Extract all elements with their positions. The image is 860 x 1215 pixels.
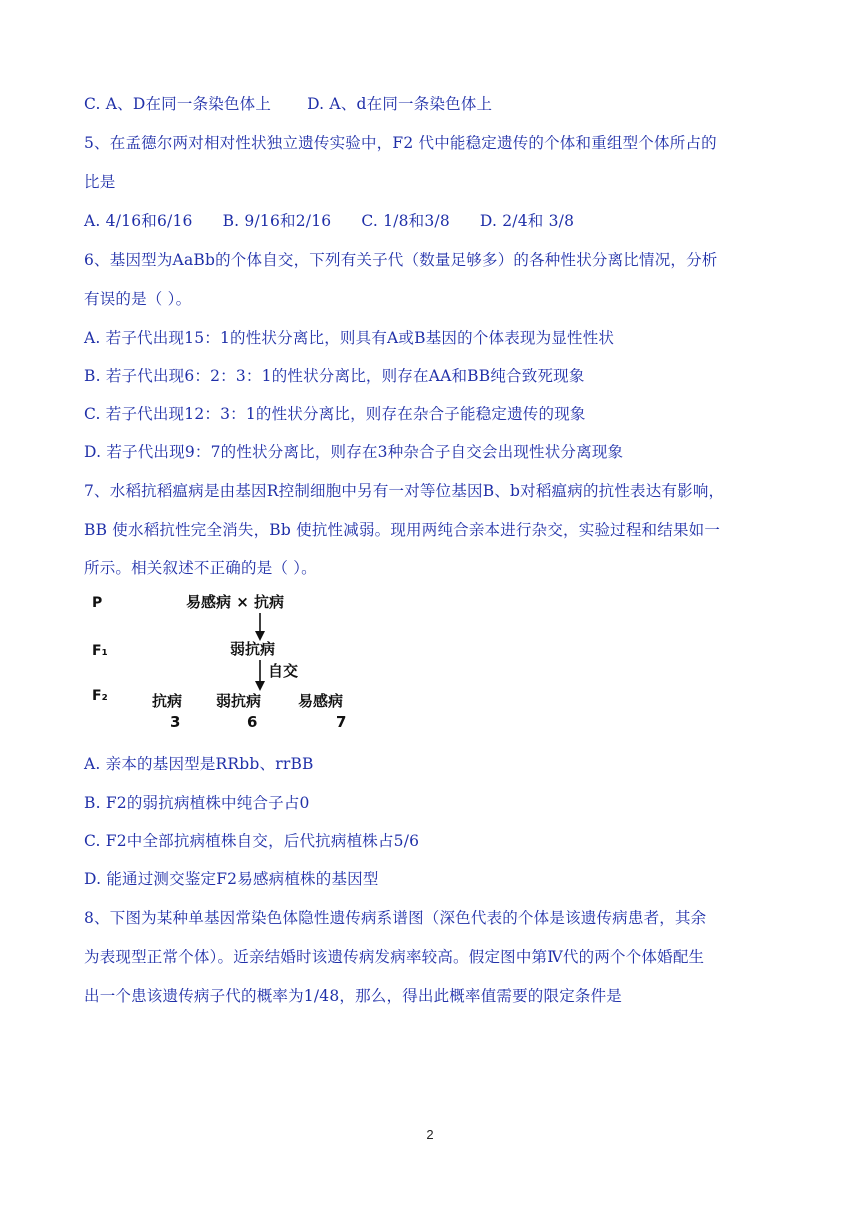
selfing-label: 自交 — [268, 662, 299, 680]
q4-option-d: D. A、d在同一条染色体上 — [307, 95, 493, 113]
q6-option-d: D. 若子代出现9：7的性状分离比，则存在3种杂合子自交会出现性状分离现象 — [84, 443, 624, 461]
q7-stem-line-1: 7、水稻抗稻瘟病是由基因R控制细胞中另有一对等位基因B、b对稻瘟病的抗性表达有影响， — [84, 482, 725, 500]
f2-phenotype-weak: 弱抗病 — [216, 692, 262, 710]
p-generation-label: P — [92, 595, 103, 611]
q7-option-b: B. F2的弱抗病植株中纯合子占0 — [84, 794, 310, 812]
q5-options — [84, 209, 574, 231]
q8-stem-line-3: 出一个患该遗传病子代的概率为1/48，那么，得出此概率值需要的限定条件是 — [84, 987, 623, 1005]
cross-diagram — [90, 585, 380, 731]
q5-stem-line-2: 比是 — [84, 173, 116, 191]
p-cross-text: 易感病 × 抗病 — [186, 593, 285, 611]
q4-options-cd — [84, 92, 492, 114]
arrow-head-f1-to-f2 — [255, 681, 265, 691]
f2-phenotype-susceptible: 易感病 — [298, 692, 344, 710]
q8-stem-line-2: 为表现型正常个体）。近亲结婚时该遗传病发病率较高。假定图中第Ⅳ代的两个个体婚配生 — [84, 948, 705, 966]
f2-ratio-susceptible: 7 — [336, 713, 347, 731]
f1-phenotype: 弱抗病 — [230, 640, 276, 658]
q5-option-b: B. 9/16和2/16 — [222, 212, 332, 230]
q5-option-c: C. 1/8和3/8 — [361, 212, 450, 230]
q6-option-b: B. 若子代出现6：2：3：1的性状分离比，则存在AA和BB纯合致死现象 — [84, 367, 585, 385]
q5-option-a: A. 4/16和6/16 — [84, 212, 193, 230]
q7-option-a: A. 亲本的基因型是RRbb、rrBB — [84, 755, 314, 773]
q8-stem-line-1: 8、下图为某种单基因常染色体隐性遗传病系谱图（深色代表的个体是该遗传病患者，其余 — [84, 909, 707, 927]
q7-stem-line-2: BB 使水稻抗性完全消失，Bb 使抗性减弱。现用两纯合亲本进行杂交，实验过程和结果如一 — [84, 521, 721, 539]
q7-option-d: D. 能通过测交鉴定F2易感病植株的基因型 — [84, 870, 379, 888]
q7-stem-line-3: 所示。相关叙述不正确的是（ ）。 — [84, 559, 317, 577]
q6-stem-line-1: 6、基因型为AaBb的个体自交，下列有关子代（数量足够多）的各种性状分离比情况，分析 — [84, 251, 718, 269]
q6-option-c: C. 若子代出现12：3：1的性状分离比，则存在杂合子能稳定遗传的现象 — [84, 405, 586, 423]
f2-ratio-resistant: 3 — [170, 713, 181, 731]
q7-option-c: C. F2中全部抗病植株自交，后代抗病植株占5/6 — [84, 832, 420, 850]
q5-stem-line-1: 5、在孟德尔两对相对性状独立遗传实验中，F2 代中能稳定遗传的个体和重组型个体所占的 — [84, 134, 717, 152]
f2-generation-label: F₂ — [92, 688, 108, 704]
page-number: 2 — [426, 1127, 434, 1142]
f1-generation-label: F₁ — [92, 643, 108, 659]
q6-option-a: A. 若子代出现15：1的性状分离比，则具有A或B基因的个体表现为显性性状 — [84, 329, 615, 347]
f2-phenotype-resistant: 抗病 — [152, 692, 183, 710]
q5-option-d: D. 2/4和 3/8 — [479, 212, 575, 230]
q4-option-c: C. A、D在同一条染色体上 — [84, 95, 272, 113]
f2-ratio-weak: 6 — [247, 713, 258, 731]
q6-stem-line-2: 有误的是（ ）。 — [84, 290, 192, 308]
